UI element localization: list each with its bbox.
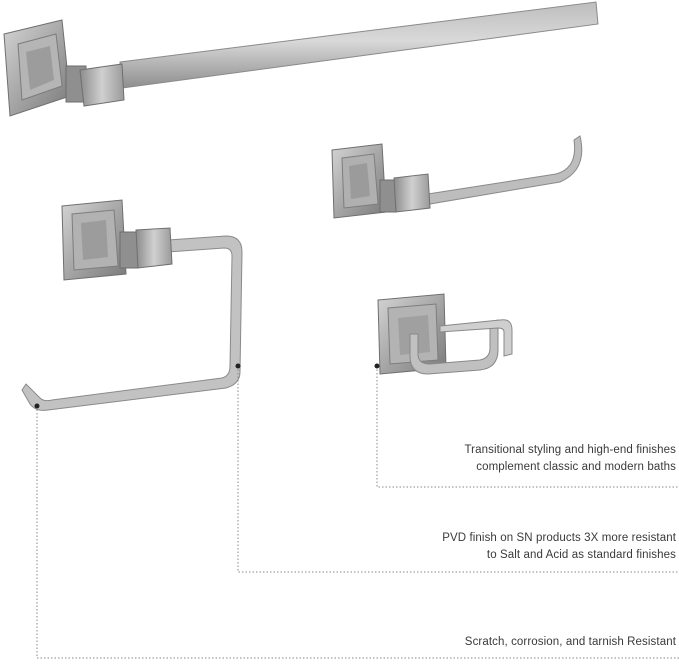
feature-caption-line: Transitional styling and high-end finishes [464,444,676,456]
leader-dot-resistant [35,404,40,409]
leader-dot-pvd [236,364,241,369]
feature-caption-line: complement classic and modern baths [476,461,676,473]
feature-caption-resistant [465,634,676,651]
feature-caption-line: Scratch, corrosion, and tarnish Resistant [464,636,676,648]
feature-caption-line: PVD finish on SN products 3X more resistant [442,532,676,544]
leader-dot-styling [375,364,380,369]
leader-lines [37,366,679,658]
robe-hook [378,294,512,374]
feature-caption-line: to Salt and Acid as standard finishes [486,549,676,561]
feature-caption-styling [464,442,676,476]
feature-caption-pvd [442,530,676,564]
toilet-paper-holder [332,136,582,218]
towel-bar [4,2,598,116]
towel-ring [22,200,242,410]
